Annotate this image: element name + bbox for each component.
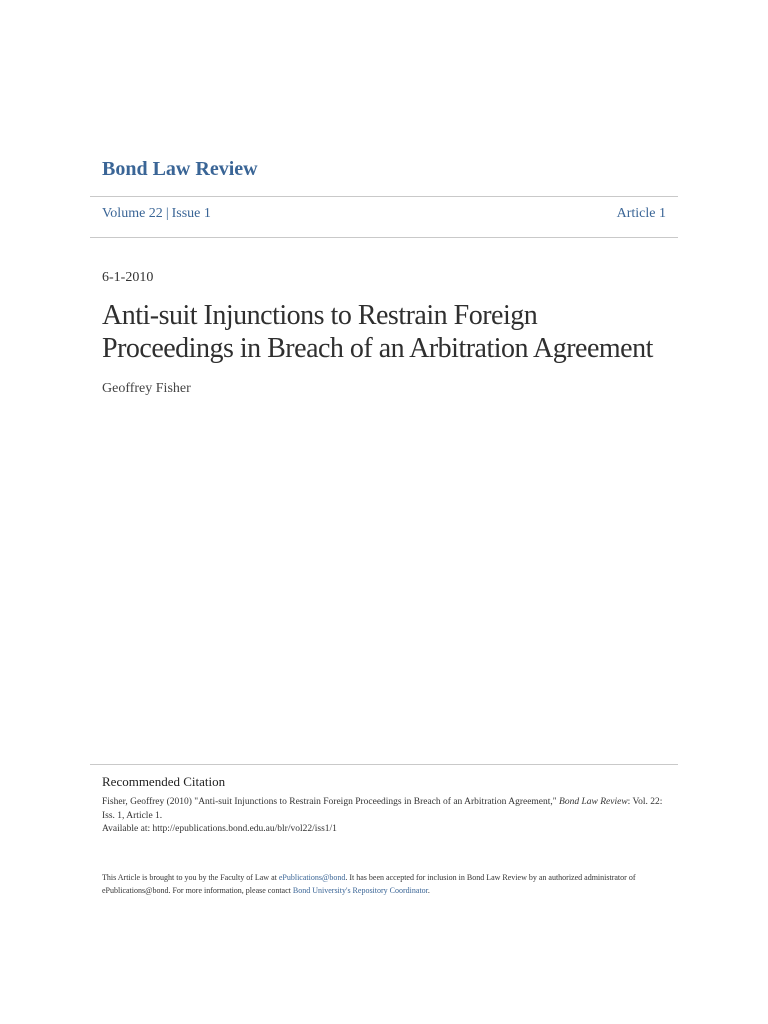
citation-divider [90,764,678,765]
citation-journal-italic-2: Review [600,797,628,807]
article-title-line-1: Anti-suit Injunctions to Restrain Foreign [102,300,538,331]
volume-link[interactable]: Volume 22 [102,206,163,221]
publication-date: 6-1-2010 [102,270,154,285]
journal-title-link[interactable]: Bond Law Review [102,158,258,180]
header-divider-top [90,196,678,197]
footer-text-part1: This Article is brought to you by the Faculty of Law at [102,873,279,882]
article-title [102,299,682,365]
citation-heading: Recommended Citation [102,774,226,789]
citation-journal-italic-1: Bond Law [559,797,598,807]
citation-text-part1: Fisher, Geoffrey (2010) "Anti-suit Injunctions to Restrain Foreign Proceedings in Breach of an Arbitration Agreement," [102,797,560,807]
repository-coordinator-link[interactable]: Bond University's Repository Coordinator [292,886,428,895]
footer-text-part2: . It has been accepted for inclusion in Bond Law Review by an authorized administrator of ePublications@bond. For more information, please contact [102,873,636,895]
epublications-link[interactable]: ePublications@bond [278,873,346,882]
article-title-line-2: Proceedings in Breach of an Arbitration Agreement [102,333,653,364]
issue-link[interactable]: Issue 1 [171,206,211,221]
article-number: Article 1 [616,206,666,221]
citation-body [102,796,672,837]
header-divider-bottom [90,237,678,238]
issue-line [102,206,666,222]
footer-note [102,871,682,897]
citation-text-part2: : Vol. 22: Iss. 1, Article 1. [102,797,663,821]
citation-url[interactable]: http://epublications.bond.edu.au/blr/vol22/iss1/1 [152,824,337,834]
citation-available-label: Available at: [102,824,153,834]
author-name: Geoffrey Fisher [102,381,191,396]
volume-issue-separator: | [165,206,169,221]
footer-text-part3: . [427,886,430,895]
